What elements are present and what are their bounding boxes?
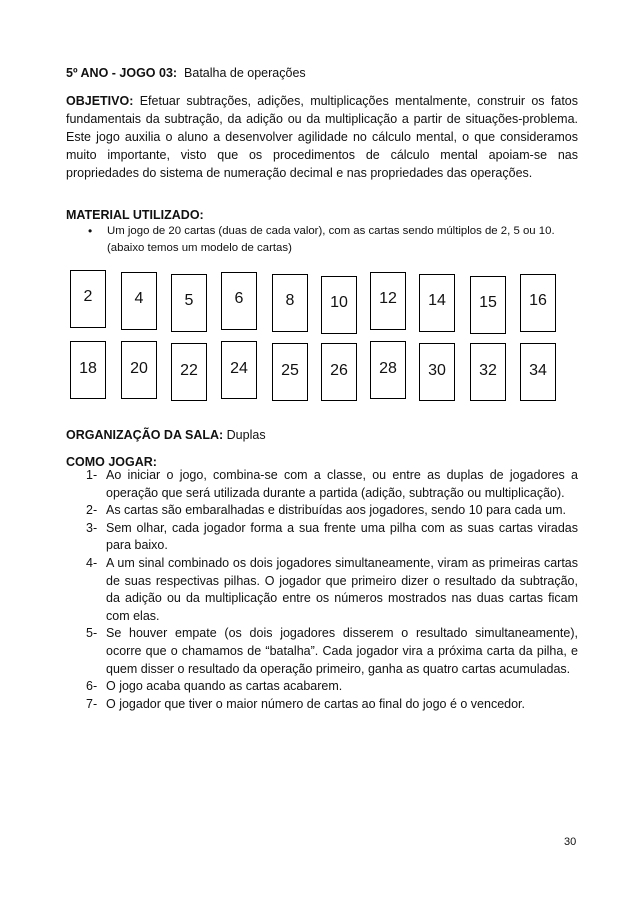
step-text: Ao iniciar o jogo, combina-se com a classe, ou entre as duplas de jogadores a operação que será utilizada durante a partida (adição, subtração ou multiplicação). xyxy=(106,468,578,500)
card-value: 20 xyxy=(130,360,148,377)
list-item xyxy=(86,625,578,678)
card xyxy=(272,274,308,332)
step-number: 5- xyxy=(86,626,98,641)
step-text: O jogador que tiver o maior número de cartas ao final do jogo é o vencedor. xyxy=(106,696,526,711)
card-value: 14 xyxy=(428,292,446,309)
card xyxy=(272,343,308,401)
step-number: 6- xyxy=(86,679,98,694)
card xyxy=(419,343,455,401)
list-item xyxy=(86,678,578,696)
card-value: 32 xyxy=(479,362,497,379)
objetivo-text: Efetuar subtrações, adições, multiplicações mentalmente, construir os fatos fundamentais da subtração, da adição ou da multiplicação a partir de situações-problema. Este jogo auxilia o aluno a desenvolver agilidade no cálculo mental, o que consideramos muito importante, visto que os procedimentos de cálculo mental apoiam-se nas propriedades do sistema de numeração decimal e nas propriedades das operações. xyxy=(66,94,578,180)
list-item xyxy=(86,520,578,555)
card xyxy=(221,272,257,330)
material-bullet-text xyxy=(107,223,592,257)
card-value: 12 xyxy=(379,290,397,307)
card xyxy=(171,343,207,401)
organizacao-value: Duplas xyxy=(226,428,266,442)
card-value: 5 xyxy=(184,292,194,309)
card-value: 22 xyxy=(180,362,198,379)
step-text: Se houver empate (os dois jogadores disserem o resultado simultaneamente), ocorre que o chamamos de “batalha”. Cada jogador vira a próxima carta da pilha, e quem disser o resultado da operação primeiro, ganha as quatro cartas acumuladas. xyxy=(106,626,578,676)
card xyxy=(70,270,106,328)
objetivo-paragraph xyxy=(66,92,578,182)
card-value: 26 xyxy=(330,362,348,379)
card xyxy=(70,341,106,399)
card xyxy=(520,343,556,401)
card xyxy=(370,272,406,330)
title-text: Batalha de operações xyxy=(184,66,306,80)
list-item xyxy=(86,502,578,520)
card xyxy=(121,272,157,330)
bullet-icon: • xyxy=(88,224,93,238)
como-jogar-steps xyxy=(86,467,578,713)
page-number: 30 xyxy=(564,836,577,848)
title-label: 5º ANO - JOGO 03: xyxy=(66,66,178,80)
como-jogar-heading: COMO JOGAR: xyxy=(66,455,157,469)
card-value: 16 xyxy=(529,292,547,309)
page-title xyxy=(66,66,306,80)
card-value: 8 xyxy=(285,292,295,309)
step-number: 4- xyxy=(86,555,98,570)
card-value: 24 xyxy=(230,360,248,377)
card-value: 10 xyxy=(330,294,348,311)
card-value: 30 xyxy=(428,362,446,379)
card xyxy=(470,343,506,401)
step-number: 1- xyxy=(86,468,98,482)
card xyxy=(321,343,357,401)
step-number: 3- xyxy=(86,520,98,535)
step-text: As cartas são embaralhadas e distribuídas aos jogadores, sendo 10 para cada um. xyxy=(106,503,566,518)
objetivo-label: OBJETIVO: xyxy=(66,94,134,108)
organizacao-label: ORGANIZAÇÃO DA SALA: xyxy=(66,428,224,442)
card xyxy=(171,274,207,332)
card xyxy=(121,341,157,399)
card xyxy=(470,276,506,334)
card-value: 15 xyxy=(479,294,497,311)
step-number: 7- xyxy=(86,696,98,711)
step-text: A um sinal combinado os dois jogadores simultaneamente, viram as primeiras cartas de suas respectivas pilhas. O jogador que primeiro dizer o resultado da subtração, da adição ou da multiplicação entre os números mostrados nas duas cartas ficam com elas. xyxy=(106,555,578,623)
card xyxy=(370,341,406,399)
card xyxy=(520,274,556,332)
list-item xyxy=(86,467,578,502)
step-text: Sem olhar, cada jogador forma a sua frente uma pilha com as suas cartas viradas para baixo. xyxy=(106,520,578,553)
card-value: 2 xyxy=(83,288,93,305)
card-value: 4 xyxy=(134,290,144,307)
card-value: 25 xyxy=(281,362,299,379)
card-value: 28 xyxy=(379,360,397,377)
list-item xyxy=(86,555,578,625)
step-text: O jogo acaba quando as cartas acabarem. xyxy=(106,679,343,694)
list-item xyxy=(86,696,578,714)
card-value: 6 xyxy=(234,290,244,307)
card xyxy=(221,341,257,399)
material-bullet-line1: Um jogo de 20 cartas (duas de cada valor), com as cartas sendo múltiplos de 2, 5 ou 10. xyxy=(107,225,555,237)
material-heading: MATERIAL UTILIZADO: xyxy=(66,208,204,222)
step-number: 2- xyxy=(86,503,98,518)
card xyxy=(419,274,455,332)
card-value: 18 xyxy=(79,360,97,377)
card xyxy=(321,276,357,334)
card-value: 34 xyxy=(529,362,547,379)
organizacao-line xyxy=(66,428,266,442)
material-bullet-line2: (abaixo temos um modelo de cartas) xyxy=(107,242,292,254)
